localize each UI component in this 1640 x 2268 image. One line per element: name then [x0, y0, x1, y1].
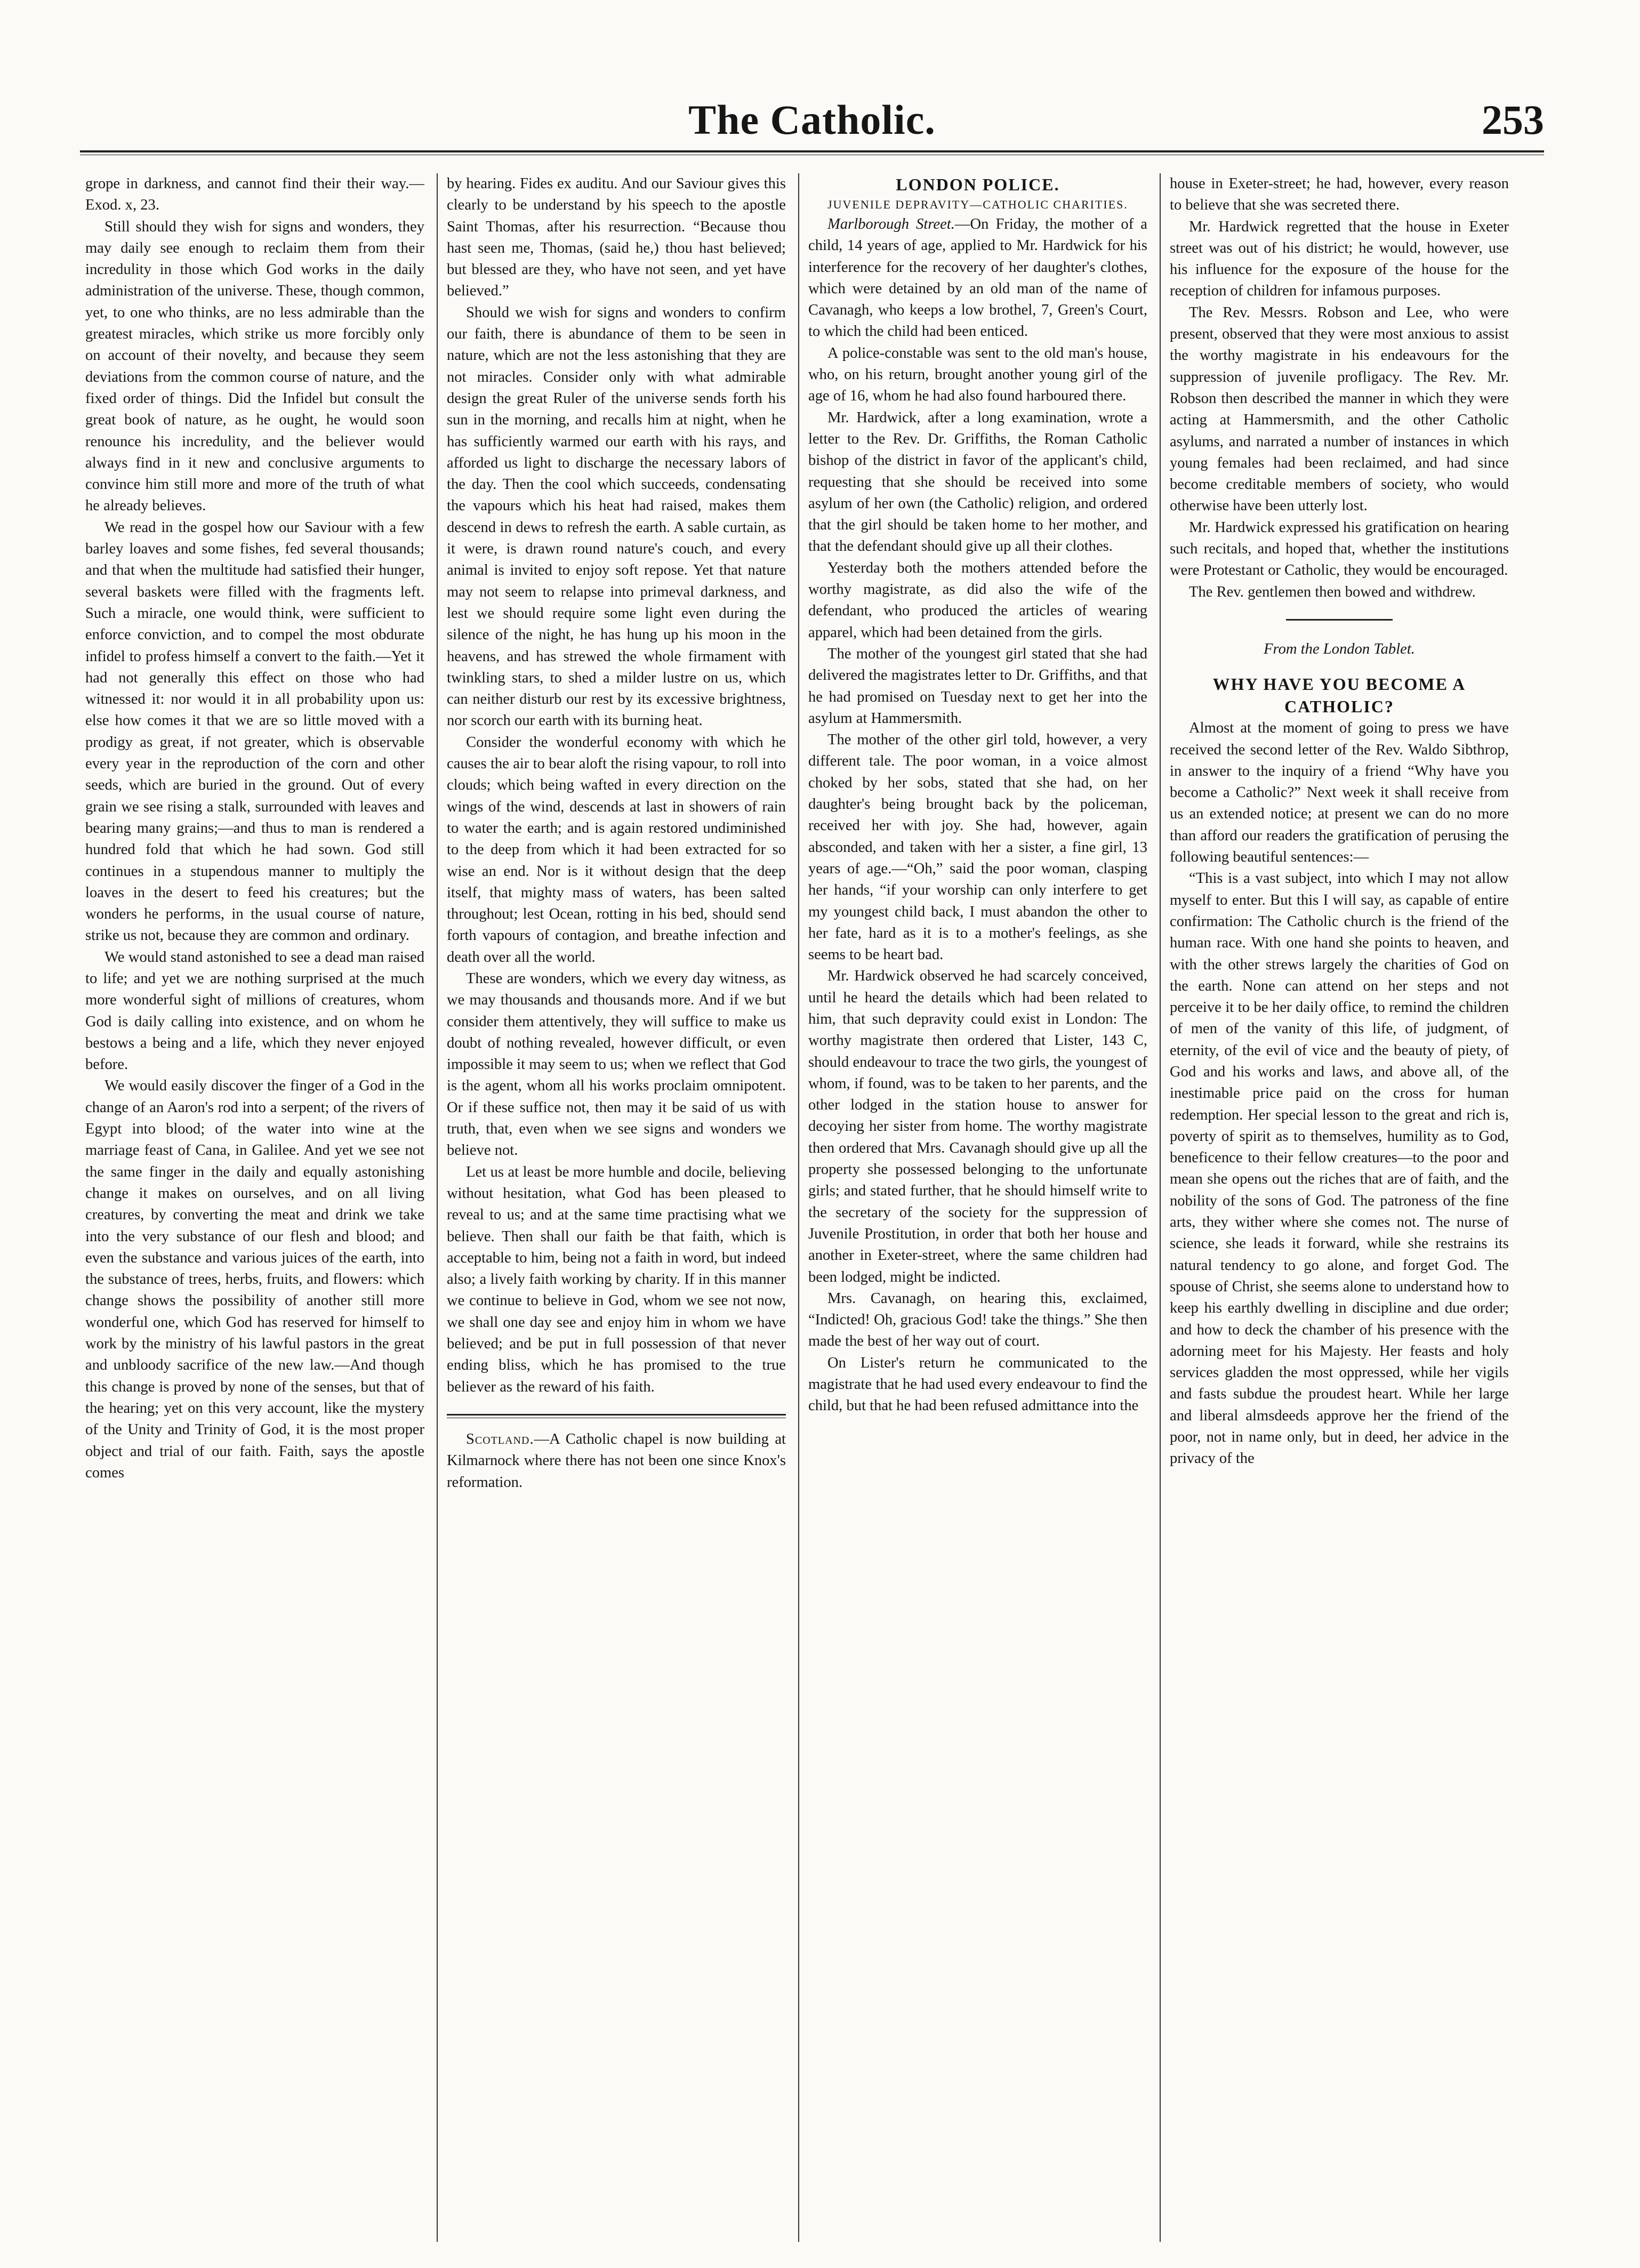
- column-3: [808, 173, 1147, 2239]
- paragraph: Should we wish for signs and wonders to confirm our faith, there is abundance of them to be seen in nature, which are not the less astonishing that they are not miracles. Consider only with what admirable design the great Ruler of the universe sends forth his sun in the morning, and recalls him at night, when he has sufficiently warmed our earth with his rays, and afforded us light to discharge the necessary labors of the day. Then the cool which succeeds, condensating the vapours which his heat had raised, makes them descend in dews to refresh the earth. A sable curtain, as it were, is drawn round nature's couch, and every animal is invited to enjoy soft repose. Yet that nature may not seem to relapse into primeval darkness, and lest we should require some light even during the silence of the night, he has hung up his moon in the heavens, and has strewed the whole firmament with twinkling stars, to shed a milder lustre on us, which can neither disturb our rest by its excessive brightness, nor scorch our earth with its burning heat.: [447, 304, 786, 729]
- paragraph: We read in the gospel how our Saviour with a few barley loaves and some fishes, fed several thousands; and that when the multitude had satisfied their hunger, several baskets were filled with the fragments left. Such a miracle, one would think, were sufficient to enforce conviction, and to compel the most obdurate infidel to profess himself a convert to the faith.—Yet it had not generally this effect on those who had witnessed it: nor would it in all probability upon us: else how comes it that we are so little moved with a prodigy as great, if not greater, which is observable every year in the reproduction of the corn and other seeds, which are buried in the ground. Out of every grain we see rising a stalk, surrounded with leaves and bearing many grains;—and thus to man is rendered a hundred fold that which he had sown. God still continues in a stupendous manner to multiply the loaves in the desert to feed his creatures; but the wonders he performs, in the usual course of nature, strike us not, because they are common and ordinary.: [85, 519, 424, 944]
- paragraph: “This is a vast subject, into which I may not allow myself to enter. But this I will say, as capable of entire confirmation: The Catholic church is the friend of the human race. With one hand she points to heaven, and with the other strews largely the charities of God on the earth. None can attend on her steps and not perceive it to be her daily office, to remind the children of men of the vanity of this life, of judgment, of eternity, of the evil of vice and the beauty of piety, of God and his works and laws, and above all, of the inestimable price paid on the cross for human redemption. Her special lesson to the great and rich is, poverty of spirit as to themselves, humility as to God, beneficence to their fellow creatures—to the poor and mean she opens out the riches that are of faith, and the nobility of the sons of God. The patroness of the fine arts, they wither where she comes not. The nurse of science, she leads it forward, while she restrains its natural tendency to go alone, and forget God. The spouse of Christ, she seems alone to understand how to keep his earthly dwelling in discipline and due order; and how to deck the chamber of his presence with the adorning meet for his Majesty. Her feasts and holy services gladden the most oppressed, while her vigils and fasts subdue the proudest heart. While her large and liberal almsdeeds approve her the friend of the poor, not in name only, but in deed, her advice in the privacy of the: [1170, 870, 1509, 1467]
- column-2: [447, 173, 786, 2239]
- source-credit: From the London Tablet.: [1264, 640, 1415, 657]
- paragraph: Mr. Hardwick observed he had scarcely conceived, until he heard the details which had been related to him, that such depravity could exist in London: The worthy magistrate then ordered that Lister, 143 C, should endeavour to trace the two girls, the youngest of whom, if found, was to be taken to her parents, and the other lodged in the station house to answer for decoying her sister from home. The worthy magistrate then ordered that Mrs. Cavanagh should give up all the property she possessed belonging to the unfortunate girls; and stated further, that he should himself write to the secretary of the society for the suppression of Juvenile Prostitution, in order that both her house and another in Exeter-street, where the same children had been lodged, might be indicted.: [808, 968, 1147, 1285]
- paragraph: by hearing. Fides ex auditu. And our Saviour gives this clearly to be understand by his speech to the apostle Saint Thomas, after his resurrection. “Because thou hast seen me, Thomas, (said he,) thou hast believed; but blessed are they, who have not seen, and yet have believed.”: [447, 175, 786, 300]
- dateline: Marlborough Street.: [827, 216, 955, 232]
- paragraph: Let us at least be more humble and docile, believing without hesitation, what God has been pleased to reveal to us; and at the same time practising what we believe. Then shall our faith be that faith, which is acceptable to him, being not a faith in word, but indeed also; a lively faith working by charity. If in this manner we continue to believe in God, whom we see not now, we shall one day see and enjoy him in whom we have believed; and be put in full possession of that never ending bliss, which he has promised to the true believer as the reward of his faith.: [447, 1163, 786, 1395]
- page-title: The Catholic.: [688, 96, 936, 143]
- column-rule: [1160, 173, 1161, 2242]
- paragraph: On Lister's return he communicated to the magistrate that he had used every endeavour to find the child, but that he had been refused admittance into the: [808, 1354, 1147, 1414]
- page-number: 253: [1482, 96, 1544, 143]
- paragraph: Almost at the moment of going to press we have received the second letter of the Rev. Waldo Sibthrop, in answer to the inquiry of a friend “Why have you become a Catholic?” Next week it shall receive from us an extended notice; at present we can do no more than afford our readers the gratification of perusing the following beautiful sentences:—: [1170, 720, 1509, 866]
- paragraph: grope in darkness, and cannot find their their way.—Exod. x, 23.: [85, 175, 424, 214]
- paragraph: The mother of the youngest girl stated that she had delivered the magistrates letter to Dr. Griffiths, and that he had promised on Tuesday next to get her into the asylum at Hammersmith.: [808, 645, 1147, 727]
- article-heading: LONDON POLICE.: [896, 175, 1060, 194]
- paragraph: [808, 214, 1147, 343]
- paragraph: Mr. Hardwick regretted that the house in Exeter street was out of his district; he would, however, use his influence for the exposure of the house for the reception of children for infamous purposes.: [1170, 218, 1509, 300]
- article-heading: WHY HAVE YOU BECOME A CATHOLIC?: [1212, 674, 1466, 717]
- paragraph: Consider the wonderful economy with which he causes the air to bear aloft the rising vapour, to roll into clouds; which being wafted in every direction on the wings of the wind, descends at last in showers of rain to water the earth; and is again restored undiminished to the deep from which it had been extracted for so wise an end. Nor is it without design that the deep itself, that mighty mass of waters, has been salted throughout; lest Ocean, rotting in his bed, should send forth vapours of contagion, and breathe infection and death over all the world.: [447, 734, 786, 966]
- binding-margin: [16, 160, 59, 2239]
- article-subheading: JUVENILE DEPRAVITY—CATHOLIC CHARITIES.: [827, 198, 1128, 211]
- page-header: [80, 80, 1544, 160]
- paragraph-text: —On Friday, the mother of a child, 14 years of age, applied to Mr. Hardwick for his interference for the recovery of her daughter's clothes, which were detained by an old man of the name of Cavanagh, who keeps a low brothel, 7, Green's Court, to which the child had been enticed.: [808, 216, 1147, 340]
- paragraph: Mr. Hardwick expressed his gratification on hearing such recitals, and hoped that, whether the institutions were Protestant or Catholic, they would be encouraged.: [1170, 519, 1509, 579]
- section-separator: [1286, 619, 1393, 621]
- news-item-label: Scotland.: [466, 1430, 534, 1447]
- paragraph: Mr. Hardwick, after a long examination, wrote a letter to the Rev. Dr. Griffiths, the Roman Catholic bishop of the district in favor of the applicant's child, requesting that she should be received into some asylum of her own (the Catholic) religion, and ordered that the girl should be taken home to her mother, and that the defendant should give up all their clothes.: [808, 409, 1147, 555]
- column-rule: [798, 173, 799, 2242]
- paragraph: These are wonders, which we every day witness, as we may thousands and thousands more. And if we but consider them attentively, they will suffice to make us doubt of nothing revealed, however difficult, or even impossible it may seem to us; when we reflect that God is the agent, whom all his works proclaim omnipotent. Or if these suffice not, then may it be said of us with truth, that, even when we see signs and wonders we believe not.: [447, 970, 786, 1159]
- header-rule: [80, 150, 1544, 155]
- paragraph: The Rev. gentlemen then bowed and withdrew.: [1189, 583, 1476, 600]
- paragraph: We would stand astonished to see a dead man raised to life; and yet we are nothing surprised at the much more wonderful sight of millions of creatures, whom God is daily calling into existence, and on whom he bestows a being and a life, which they never enjoyed before.: [85, 948, 424, 1073]
- paragraph: house in Exeter-street; he had, however, every reason to believe that she was secreted there.: [1170, 175, 1509, 214]
- paragraph: Still should they wish for signs and wonders, they may daily see enough to reclaim them from their incredulity in those which God works in the daily administration of the universe. These, though common, yet, to one who thinks, are no less admirable than the greatest miracles, which strike us more forcibly only on account of their novelty, and because they seem deviations from the common course of nature, and the fixed order of things. Did the Infidel but consult the great book of nature, as he ought, he would soon renounce his incredulity, and the believer would always find in it new and conclusive arguments to convince him still more and more of the truth of what he already believes.: [85, 218, 424, 514]
- column-4: [1170, 173, 1509, 2239]
- paragraph: The mother of the other girl told, however, a very different tale. The poor woman, in a voice almost choked by her sobs, stated that she had, on her daughter's being brought back by the policeman, received her with joy. She had, however, again absconded, and taken with her a sister, a fine girl, 13 years of age.—“Oh,” said the poor woman, clasping her hands, “if your worship can only interfere to get my youngest child back, I must abandon the other to her fate, hard as it is to a mother's feelings, as she seems to be heart bad.: [808, 731, 1147, 963]
- section-rule: [447, 1414, 786, 1418]
- column-rule: [437, 173, 438, 2242]
- news-item-text: —A Catholic chapel is now building at Kilmarnock where there has not been one since Knox's reformation.: [447, 1430, 786, 1491]
- paragraph: Mrs. Cavanagh, on hearing this, exclaimed, “Indicted! Oh, gracious God! take the things.” She then made the best of her way out of court.: [808, 1290, 1147, 1350]
- paragraph: A police-constable was sent to the old man's house, who, on his return, brought another young girl of the age of 16, whom he had also found harboured there.: [808, 344, 1147, 405]
- paragraph: We would easily discover the finger of a God in the change of an Aaron's rod into a serpent; of the rivers of Egypt into blood; of the water into wine at the marriage feast of Cana, in Galilee. And yet we see not the same finger in the daily and equally astonishing change it makes on ourselves, and on all living creatures, by converting the meat and drink we take into the very substance of our flesh and blood; and even the substance and various juices of the earth, into the substance of trees, herbs, fruits, and flowers: which change shows the possibility of another still more wonderful one, which God has reserved for himself to work by the ministry of his lawful pastors in the great and unbloody sacrifice of the new law.—And though this change is proved by none of the senses, but that of the hearing; yet on this very account, like the mystery of the Unity and Trinity of God, it is the most proper object and trial of our faith. Faith, says the apostle comes: [85, 1077, 424, 1481]
- paragraph: Yesterday both the mothers attended before the worthy magistrate, as did also the wife of the defendant, who produced the articles of wearing apparel, which had been detained from the girls.: [808, 559, 1147, 641]
- column-1: [85, 173, 424, 2239]
- news-item: [447, 1429, 786, 1493]
- paragraph: The Rev. Messrs. Robson and Lee, who were present, observed that they were most anxious to assist the worthy magistrate in his endeavours for the suppression of juvenile profligacy. The Rev. Mr. Robson then described the manner in which they were acting at Hammersmith, and the other Catholic asylums, and narrated a number of instances in which young females had been reclaimed, and had since become creditable members of society, who would otherwise have been utterly lost.: [1170, 304, 1509, 514]
